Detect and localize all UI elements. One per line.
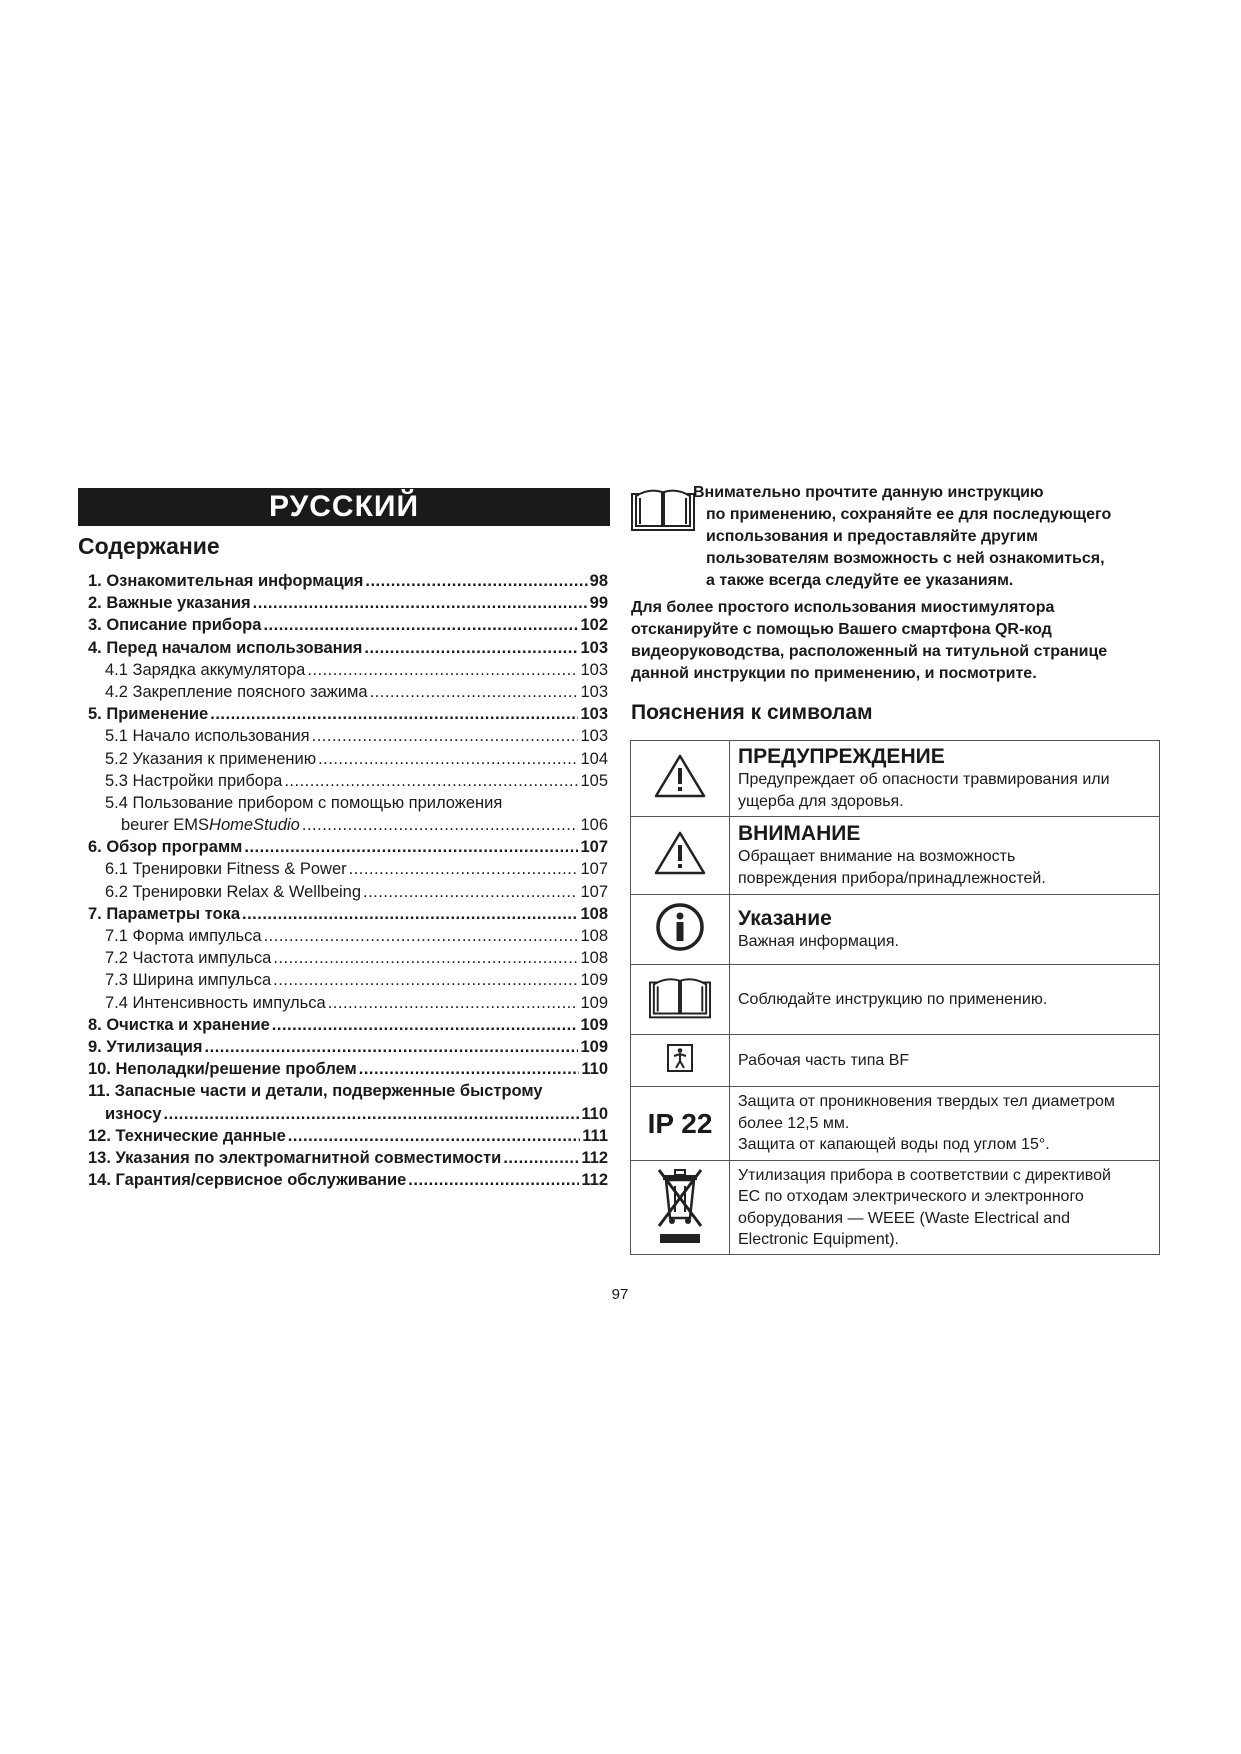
symbol-text-line: Защита от капающей воды под углом 15°. — [738, 1136, 1050, 1154]
symbol-text-line: более 12,5 мм. — [738, 1114, 850, 1132]
toc-entry-page: 98 — [589, 572, 608, 590]
toc-leader-dots — [284, 770, 578, 792]
symbol-row — [631, 965, 1160, 1035]
toc-entry[interactable] — [88, 1147, 608, 1169]
symbol-text-line: Важная информация. — [738, 932, 899, 950]
toc-entry-label-cont: износу — [105, 1104, 162, 1123]
note-line: по применению, сохраняйте ее для последующего — [706, 506, 1112, 523]
toc-entry-label: 7.3 Ширина импульса — [105, 971, 272, 990]
note-line: видеоруководства, расположенный на титульной странице — [631, 643, 1108, 660]
symbol-text-line: Соблюдайте инструкцию по применению. — [738, 990, 1048, 1008]
toc-entry-label-italic: HomeStudio — [209, 816, 300, 835]
toc-entry-label: 4.2 Закрепление поясного зажима — [105, 682, 368, 701]
toc-entry[interactable] — [88, 858, 608, 880]
note-line: использования и предоставляйте другим — [706, 528, 1038, 545]
toc-entry[interactable] — [88, 637, 608, 659]
toc-entry[interactable] — [88, 814, 608, 836]
toc-entry-label-cont: beurer EMS — [121, 816, 210, 835]
toc-leader-dots — [263, 614, 578, 636]
toc-leader-dots — [264, 925, 579, 947]
toc-entry-label: 5.2 Указания к применению — [105, 749, 317, 768]
toc-leader-dots — [302, 814, 579, 836]
instruction-book-icon — [631, 486, 695, 532]
toc-leader-dots — [363, 881, 578, 903]
toc-entry-page: 106 — [580, 816, 608, 835]
toc-leader-dots — [164, 1103, 580, 1125]
toc-leader-dots — [273, 969, 578, 991]
symbol-heading: Указание — [738, 906, 832, 930]
symbol-heading: ПРЕДУПРЕЖДЕНИЕ — [738, 745, 945, 768]
toc-title: Содержание — [78, 533, 220, 559]
toc-entry[interactable] — [88, 748, 608, 770]
toc-entry-page: 110 — [581, 1060, 608, 1079]
note-line: а также всегда следуйте ее указаниям. — [706, 572, 1014, 589]
toc-entry-label: 5.1 Начало использования — [105, 727, 310, 746]
toc-entry-label: 1. Ознакомительная информация — [88, 572, 364, 590]
symbol-row — [631, 895, 1160, 965]
toc-entry-page: 108 — [580, 949, 608, 968]
toc-leader-dots — [312, 725, 579, 747]
toc-leader-dots — [272, 1014, 579, 1036]
toc-entry-label: 7.1 Форма импульса — [105, 927, 262, 945]
symbol-description — [730, 965, 1160, 1035]
symbol-description — [730, 817, 1160, 895]
info-circle-icon — [631, 895, 730, 965]
toc-leader-dots — [318, 748, 578, 770]
symbol-text-line: ущерба для здоровья. — [738, 792, 904, 810]
toc-entry-label: 13. Указания по электромагнитной совместимости — [88, 1148, 502, 1167]
toc-entry-page: 108 — [580, 904, 608, 923]
instruction-book-icon — [631, 965, 730, 1035]
toc-entry-label: 5.3 Настройки прибора — [105, 771, 283, 790]
toc-leader-dots — [349, 858, 579, 880]
toc-entry[interactable] — [88, 659, 608, 681]
language-banner: РУССКИЙ — [78, 488, 610, 526]
toc-leader-dots — [370, 681, 579, 703]
toc-leader-dots — [307, 659, 578, 681]
toc-entry[interactable] — [88, 903, 608, 925]
toc-leader-dots — [364, 637, 578, 659]
toc-entry-page: 102 — [580, 616, 608, 635]
toc-entry-page: 109 — [580, 971, 608, 990]
toc-entry-page: 112 — [581, 1171, 608, 1190]
toc-entry-page: 103 — [580, 727, 608, 746]
qr-code-note — [631, 597, 1156, 685]
toc-entry[interactable] — [88, 1036, 608, 1058]
toc-entry-label: 5.4 Пользование прибором с помощью приложения — [105, 793, 503, 812]
toc-leader-dots — [365, 570, 587, 592]
toc-entry-page: 110 — [581, 1104, 608, 1123]
symbol-row — [631, 1087, 1160, 1161]
symbol-description — [730, 1087, 1160, 1161]
toc-entry[interactable] — [88, 1058, 608, 1080]
toc-entry-page: 109 — [580, 993, 608, 1012]
toc-entry[interactable] — [88, 992, 608, 1014]
toc-entry-label: 7.2 Частота импульса — [105, 949, 272, 968]
toc-entry-label: 9. Утилизация — [88, 1037, 203, 1056]
bf-applied-part-icon — [631, 1035, 730, 1087]
toc-entry[interactable] — [88, 1014, 608, 1036]
toc-leader-dots — [210, 703, 578, 725]
toc-entry-page: 107 — [580, 838, 608, 857]
toc-entry[interactable] — [88, 1125, 608, 1147]
note-line: отсканируйте с помощью Вашего смартфона QR-код — [631, 621, 1052, 638]
toc-leader-dots — [242, 903, 578, 925]
read-instructions-note — [631, 482, 1156, 592]
symbol-row — [631, 1161, 1160, 1255]
symbol-text-line: Предупреждает об опасности травмирования или — [738, 771, 1110, 788]
symbol-text-line: Обращает внимание на возможность — [738, 848, 1016, 865]
toc-leader-dots — [288, 1125, 581, 1147]
weee-crossed-bin-icon — [631, 1161, 730, 1255]
symbol-text-line: Защита от проникновения твердых тел диаметром — [738, 1093, 1115, 1111]
toc-entry-page: 107 — [580, 860, 608, 879]
toc-entry[interactable] — [88, 614, 608, 636]
toc-entry[interactable] — [88, 681, 608, 703]
toc-leader-dots — [328, 992, 579, 1014]
toc-entry-page: 99 — [589, 594, 608, 613]
symbol-row — [631, 741, 1160, 817]
symbol-row — [631, 1035, 1160, 1087]
toc-entry-label: 14. Гарантия/сервисное обслуживание — [88, 1171, 407, 1190]
symbol-heading: ВНИМАНИЕ — [738, 822, 861, 845]
toc-entry-page: 103 — [580, 705, 608, 724]
toc-entry-label: 4. Перед началом использования — [88, 638, 363, 657]
symbols-title: Пояснения к символам — [631, 701, 873, 724]
symbol-text-line: Утилизация прибора в соответствии с директивой — [738, 1166, 1111, 1184]
toc-entry-label: 2. Важные указания — [88, 594, 251, 613]
toc-entry[interactable] — [88, 836, 608, 858]
note-line: Внимательно прочтите данную инструкцию — [693, 484, 1044, 501]
caution-triangle-icon — [631, 817, 730, 895]
symbol-description — [730, 741, 1160, 817]
toc-entry-page: 109 — [580, 1037, 608, 1056]
toc-entry-label: 4.1 Зарядка аккумулятора — [105, 660, 306, 679]
toc-entry-page: 109 — [580, 1015, 608, 1034]
toc-entry[interactable] — [88, 969, 608, 991]
toc-entry-page: 107 — [580, 882, 608, 901]
toc-entry-label: 5. Применение — [88, 705, 209, 724]
warning-triangle-icon — [631, 741, 730, 817]
toc-leader-dots — [503, 1147, 579, 1169]
symbol-row — [631, 817, 1160, 895]
toc-entry[interactable] — [88, 1103, 608, 1125]
toc-leader-dots — [244, 836, 578, 858]
symbol-text-line: Рабочая часть типа BF — [738, 1051, 910, 1069]
toc-leader-dots — [273, 947, 578, 969]
toc-entry[interactable] — [88, 1169, 608, 1191]
symbol-description — [730, 1161, 1160, 1255]
toc-entry-page: 111 — [582, 1126, 608, 1145]
toc-entry-page: 108 — [580, 927, 608, 945]
toc-leader-dots — [359, 1058, 580, 1080]
symbol-text-line: Electronic Equipment). — [738, 1231, 899, 1248]
toc-entry[interactable] — [88, 570, 608, 592]
toc-entry-page: 103 — [580, 638, 608, 657]
ip-rating-text: IP 22 — [647, 1107, 713, 1139]
ip-rating-icon — [631, 1087, 730, 1161]
toc-entry[interactable] — [88, 592, 608, 614]
toc-entry[interactable] — [88, 947, 608, 969]
toc-entry-page: 112 — [581, 1148, 608, 1167]
symbol-description — [730, 1035, 1160, 1087]
toc-entry[interactable] — [88, 725, 608, 747]
toc-entry-page: 103 — [580, 660, 608, 679]
toc-entry-label: 8. Очистка и хранение — [88, 1015, 270, 1034]
table-of-contents — [88, 570, 608, 1191]
toc-entry-label: 7. Параметры тока — [88, 904, 241, 923]
toc-entry[interactable] — [88, 703, 608, 725]
symbol-text-line: оборудования — WEEE (Waste Electrical and — [738, 1209, 1071, 1227]
note-line: данной инструкции по применению, и посмотрите. — [631, 665, 1037, 682]
toc-entry-label: 6.2 Тренировки Relax & Wellbeing — [105, 882, 362, 901]
toc-leader-dots — [253, 592, 588, 614]
toc-entry-label: 3. Описание прибора — [88, 616, 262, 635]
toc-entry-label: 12. Технические данные — [88, 1126, 286, 1145]
toc-entry-label: 10. Неполадки/решение проблем — [88, 1060, 357, 1079]
toc-leader-dots — [205, 1036, 579, 1058]
toc-entry[interactable] — [88, 770, 608, 792]
toc-entry[interactable] — [88, 881, 608, 903]
symbol-text-line: ЕС по отходам электрического и электронного — [738, 1188, 1084, 1205]
symbol-description — [730, 895, 1160, 965]
note-line: пользователям возможность с ней ознакомиться, — [706, 550, 1105, 567]
toc-entry-page: 104 — [580, 749, 608, 768]
toc-leader-dots — [408, 1169, 579, 1191]
toc-entry-label: 6. Обзор программ — [88, 838, 243, 857]
toc-entry[interactable] — [88, 925, 608, 947]
page-number: 97 — [611, 1286, 629, 1303]
toc-entry-label: 6.1 Тренировки Fitness & Power — [105, 860, 347, 879]
note-line: Для более простого использования миостимулятора — [631, 599, 1055, 616]
toc-entry-page: 103 — [580, 682, 608, 701]
toc-entry-label: 7.4 Интенсивность импульса — [105, 993, 326, 1012]
symbols-table — [630, 740, 1160, 1255]
toc-entry-label: 11. Запасные части и детали, подверженные быстрому — [88, 1082, 543, 1101]
toc-entry-page: 105 — [580, 771, 608, 790]
symbol-text-line: повреждения прибора/принадлежностей. — [738, 869, 1046, 887]
